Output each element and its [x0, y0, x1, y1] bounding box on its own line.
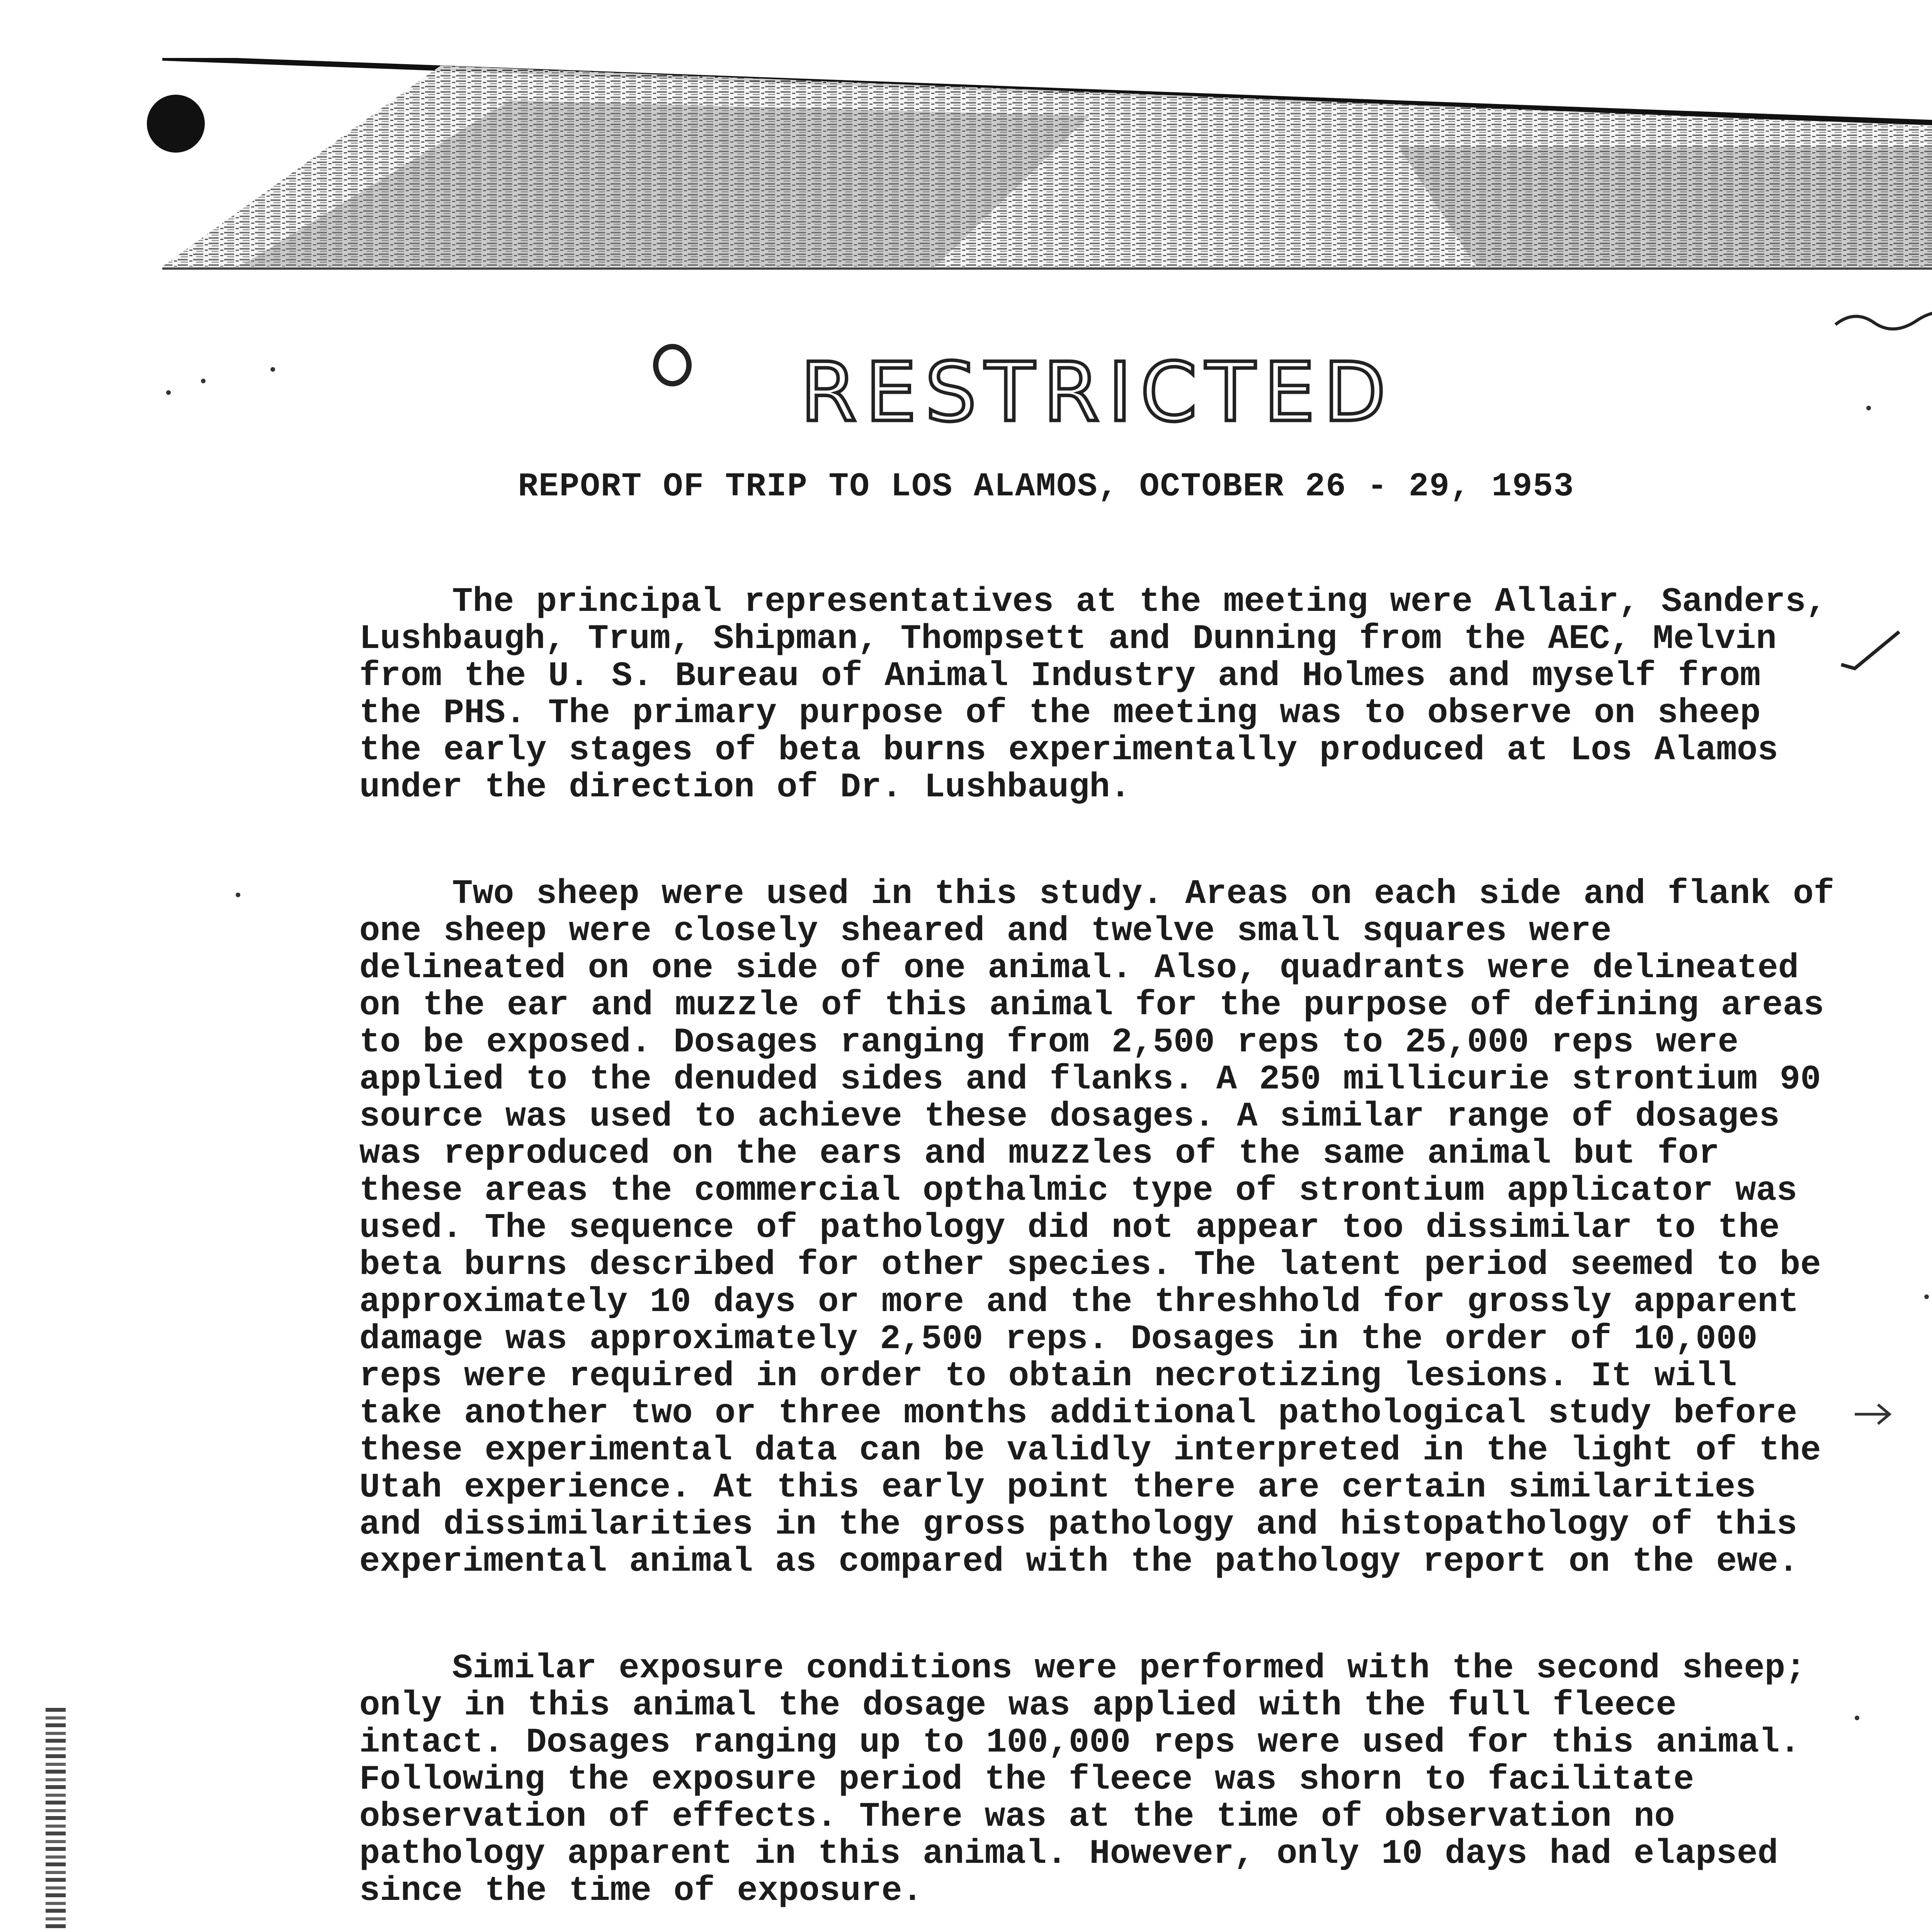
page-title: REPORT OF TRIP TO LOS ALAMOS, OCTOBER 26 - 29, 1953 — [518, 468, 1575, 505]
left-scan-edge — [46, 1708, 66, 1932]
restricted-stamp — [800, 344, 1395, 440]
punch-hole-mark — [147, 95, 205, 153]
report-body — [359, 583, 1835, 1932]
speck — [236, 893, 240, 897]
stamp-text: RESTRICTED — [800, 345, 1395, 440]
paragraph: Two sheep were used in this study. Areas on each side and flank of one sheep were closely sheared and twelve small squares were delineated on one side of one animal. Also, quadrants were delineated on the ear and muzzle of this animal for the purpose of defining areas to be exposed. Dosages ranging from 2,500 reps to 25,000 reps were applied to the denuded sides and flanks. A 250 millicurie strontium 90 source was used to achieve these dosages. A similar range of dosages was reproduced on the ears and muzzles of the same animal but for these areas the commercial opthalmic type of strontium applicator was used. The sequence of pathology did not appear too dissimilar to the beta burns described for other species. The latent period seemed to be approximately 10 days or more and the threshhold for grossly apparent damage was approximately 2,500 reps. Dosages in the order of 10,000 reps were required in order to obtain necrotizing lesions. It will take another two or three months additional pathological study before these experimental data can be validly interpreted in the light of the Utah experience. At this early point there are certain similarities and dissimilarities in the gross pathology and histopathology of this experimental animal as compared with the pathology report on the ewe. — [359, 874, 1834, 1581]
speck — [166, 390, 171, 395]
paragraph: The principal representatives at the meeting were Allair, Sanders, Lushbaugh, Trum, Shipman, Thompsett and Dunning from the AEC, Melvin from the U. S. Bureau of Animal Industry and Holmes and myself from the PHS. The primary purpose of the meeting was to observe on sheep the early stages of beta burns experimentally produced at Los Alamos under the direction of Dr. Lushbaugh. — [359, 582, 1827, 807]
speck — [1924, 1294, 1929, 1299]
scanned-header-band — [162, 58, 1932, 274]
speck — [1855, 1716, 1859, 1720]
check-mark — [1839, 626, 1901, 672]
stamp-circle-mark — [653, 344, 692, 386]
speck — [1866, 406, 1871, 410]
paragraph: Similar exposure conditions were performed with the second sheep; only in this animal the dosage was applied with the full fleece intact. Dosages ranging up to 100,000 reps were used for this animal. Following the exposure period the fleece was shorn to facilitate observation of effects. There was at the time of observation no pathology apparent in this animal. However, only 10 days had elapsed since the time of exposure. — [359, 1649, 1806, 1910]
speck — [270, 367, 275, 372]
speck — [201, 379, 206, 383]
margin-arrow-mark — [1851, 1399, 1893, 1430]
handwritten-mark-top-right — [1832, 305, 1932, 332]
